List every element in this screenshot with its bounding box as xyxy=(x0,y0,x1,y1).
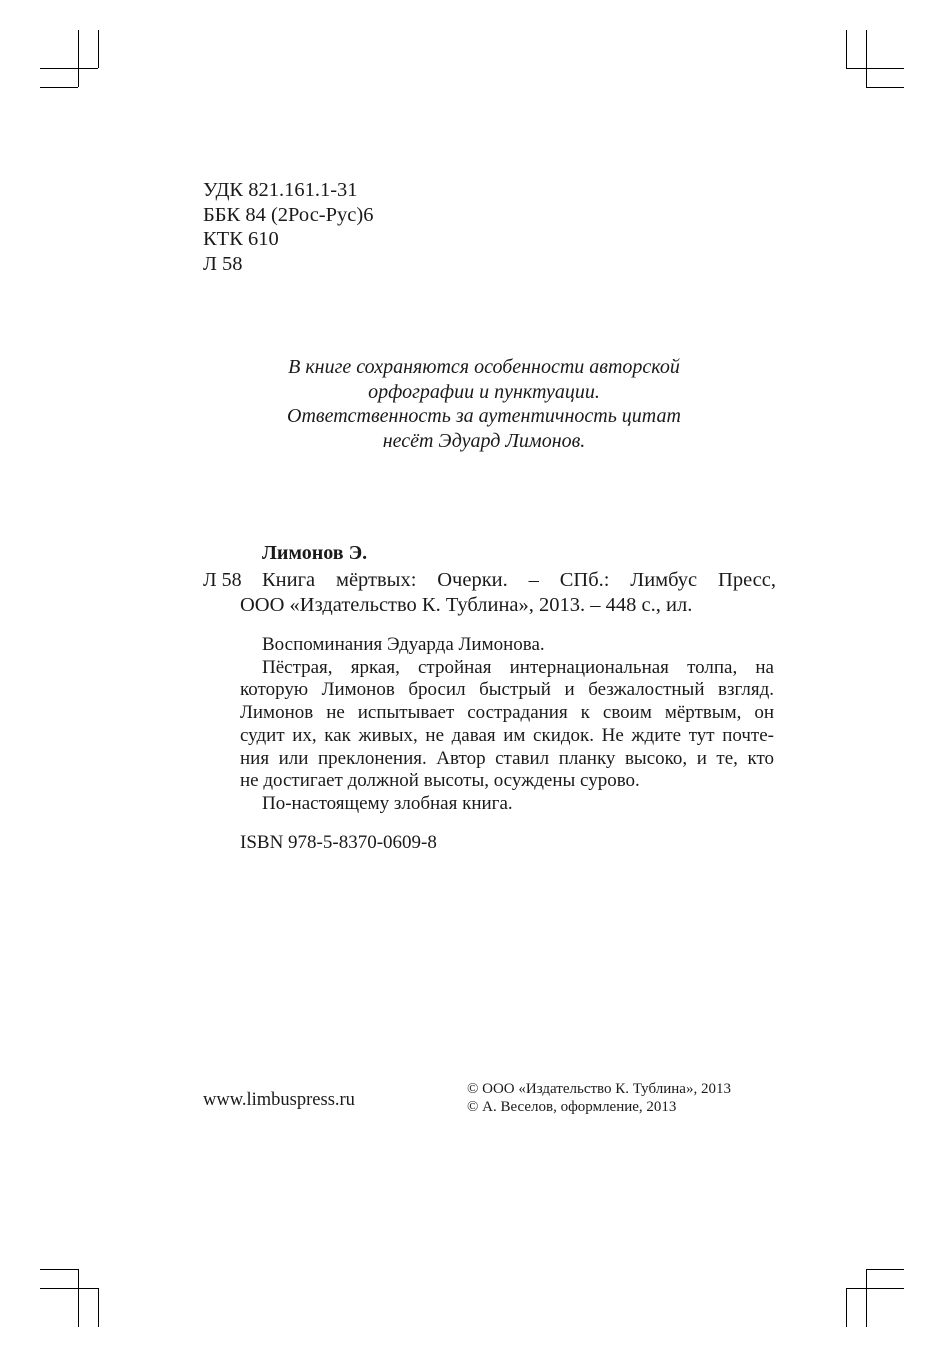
crop-mark-top-left-vertical-2 xyxy=(98,30,99,68)
publisher-website: www.limbuspress.ru xyxy=(203,1090,355,1110)
annotation-line: судит их, как живых, не давая им скидок. Не ждите тут почте- xyxy=(240,724,774,746)
crop-mark-top-right-vertical-1 xyxy=(846,30,847,68)
crop-mark-top-right-vertical-2 xyxy=(866,30,867,87)
bibliography-line-2: ООО «Издательство К. Тублина», 2013. – 448 с., ил. xyxy=(240,594,693,616)
annotation-line: которую Лимонов бросил быстрый и безжалостный взгляд. xyxy=(240,679,774,701)
annotation-line: Лимонов не испытывает сострадания к своим мёртвым, он xyxy=(240,702,774,724)
copyright-line: © ООО «Издательство К. Тублина», 2013 xyxy=(467,1081,731,1097)
copyright-block xyxy=(467,1081,731,1116)
crop-mark-bottom-right-vertical-1 xyxy=(846,1288,847,1327)
crop-mark-top-right-horizontal-2 xyxy=(866,87,904,88)
bibliography-author: Лимонов Э. xyxy=(262,542,368,564)
publisher-note-line: Ответственность за аутентичность цитат xyxy=(287,405,681,427)
crop-mark-bottom-right-vertical-2 xyxy=(866,1269,867,1327)
annotation-line: не достигает должной высоты, осуждены сурово. xyxy=(240,770,640,792)
crop-mark-top-right-horizontal-1 xyxy=(846,68,904,69)
annotation xyxy=(240,634,774,816)
publisher-note-line: несёт Эдуард Лимонов. xyxy=(382,429,586,452)
annotation-line: По-настоящему злобная книга. xyxy=(262,792,513,814)
publisher-note xyxy=(230,355,738,453)
crop-mark-bottom-right-horizontal-2 xyxy=(846,1288,904,1289)
bbk-code: ББК 84 (2Рос-Рус)6 xyxy=(203,203,374,226)
copyright-line: © А. Веселов, оформление, 2013 xyxy=(467,1098,677,1115)
crop-mark-top-left-vertical-1 xyxy=(78,30,79,87)
annotation-line: Воспоминания Эдуарда Лимонова. xyxy=(262,634,545,655)
bibliography-line-1: Книга мёртвых: Очерки. – СПб.: Лимбус Пресс, xyxy=(262,569,776,591)
annotation-line: ния или преклонения. Автор ставил планку высоко, и те, кто xyxy=(240,747,774,769)
publisher-note-line: орфографии и пунктуации. xyxy=(368,380,600,403)
publisher-note-line: В книге сохраняются особенности авторской xyxy=(288,356,680,378)
author-sign-code: Л 58 xyxy=(203,252,243,275)
bibliography-code: Л 58 xyxy=(203,569,242,591)
crop-mark-bottom-left-horizontal-1 xyxy=(40,1269,78,1270)
crop-mark-bottom-left-horizontal-2 xyxy=(40,1288,98,1289)
crop-mark-bottom-right-horizontal-1 xyxy=(866,1269,904,1270)
crop-mark-top-left-horizontal-1 xyxy=(40,68,98,69)
annotation-line: Пёстрая, яркая, стройная интернациональная толпа, на xyxy=(262,656,774,678)
ktk-code: КТК 610 xyxy=(203,228,279,250)
isbn: ISBN 978-5-8370-0609-8 xyxy=(240,832,437,853)
crop-mark-top-left-horizontal-2 xyxy=(40,87,78,88)
crop-mark-bottom-left-vertical-2 xyxy=(98,1288,99,1327)
crop-mark-bottom-left-vertical-1 xyxy=(78,1269,79,1327)
classification-codes xyxy=(203,178,373,276)
udk-code: УДК 821.161.1-31 xyxy=(203,179,358,201)
